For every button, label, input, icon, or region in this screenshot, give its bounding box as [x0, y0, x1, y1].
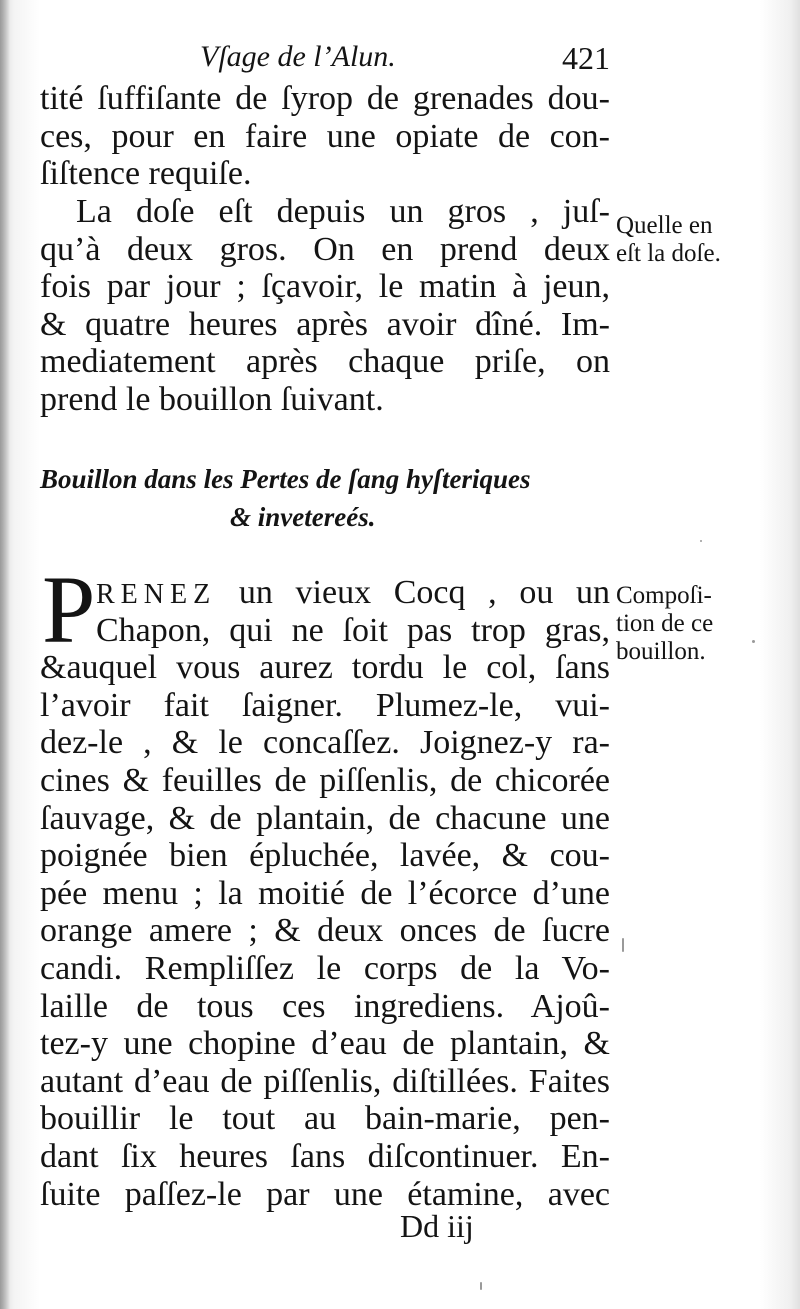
text-line: tité ſuffiſante de ſyrop de grenades dou-: [40, 80, 610, 117]
paper-speck: [480, 1282, 482, 1290]
margin-note-line: tion de ce: [616, 610, 714, 637]
text-line: pée menu ; la moitié de l’écorce d’une: [40, 874, 610, 912]
smallcaps-word: RENEZ: [96, 579, 217, 610]
text-line: cines & feuilles de piſſenlis, de chicorée: [40, 761, 610, 799]
paper-speck: [752, 640, 755, 643]
text-fragment: un vieux Cocq , ou un: [238, 574, 611, 611]
text-line: dant ſix heures ſans diſcontinuer. En-: [40, 1137, 610, 1175]
margin-note-line: bouillon.: [616, 638, 706, 665]
text-line: autant d’eau de piſſenlis, diſtillées. Faites: [40, 1062, 610, 1100]
text-line: & quatre heures après avoir dîné. Im-: [40, 305, 610, 343]
paragraph-recipe: [40, 574, 610, 1213]
text-line: prend le bouillon ſuivant.: [40, 380, 384, 418]
text-line: dez-le , & le concaſſez. Joignez-y ra-: [40, 724, 610, 762]
recipe-heading-line: Bouillon dans les Pertes de ſang hyſteriques: [40, 464, 531, 494]
text-line: ces, pour en faire une opiate de con-: [40, 117, 610, 155]
running-head: [200, 40, 620, 80]
text-line: mediatement après chaque priſe, on: [40, 343, 610, 381]
text-line: laille de tous ces ingrediens. Ajoû-: [40, 987, 610, 1025]
catchword-signature: Dd iij: [400, 1208, 474, 1244]
margin-note-composition: [616, 582, 796, 666]
text-line: orange amere ; & deux onces de ſucre: [40, 912, 610, 950]
text-line: candi. Rempliſſez le corps de la Vo-: [40, 949, 610, 987]
text-line: ſiſtence requiſe.: [40, 155, 252, 193]
margin-note-dose: [616, 212, 796, 268]
text-line: [40, 574, 610, 612]
paper-speck: [700, 540, 702, 542]
margin-note-line: Compoſi-: [616, 582, 712, 609]
recipe-heading: [40, 460, 610, 536]
text-line: &auquel vous aurez tordu le col, ſans: [40, 649, 610, 687]
margin-note-line: Quelle en: [616, 212, 713, 239]
text-line: qu’à deux gros. On en prend deux: [40, 230, 610, 268]
gutter-shadow: [0, 0, 10, 1309]
paragraph-dose: [40, 193, 610, 419]
running-head-title: Vſage de l’Alun.: [200, 40, 396, 73]
text-line: fois par jour ; ſçavoir, le matin à jeun,: [40, 268, 610, 306]
text-line: l’avoir fait ſaigner. Plumez-le, vui-: [40, 686, 610, 724]
text-line: Chapon, qui ne ſoit pas trop gras,: [96, 611, 610, 649]
text-line: La doſe eſt depuis un gros , juſ-: [76, 193, 610, 230]
paragraph-continuation: [40, 80, 610, 193]
text-line: ſauvage, & de plantain, de chacune une: [40, 799, 610, 837]
text-line: ſuite paſſez-le par une étamine, avec: [40, 1175, 610, 1213]
text-line: bouillir le tout au bain-marie, pen-: [40, 1100, 610, 1138]
margin-note-line: eſt la doſe.: [616, 240, 721, 267]
recipe-heading-line: & invetereés.: [230, 502, 376, 532]
drop-cap: P: [42, 556, 96, 663]
paper-speck: [622, 938, 624, 952]
text-line: tez-y une chopine d’eau de plantain, &: [40, 1025, 610, 1063]
page-number: 421: [562, 40, 610, 76]
text-line: poignée bien épluchée, lavée, & cou-: [40, 837, 610, 875]
